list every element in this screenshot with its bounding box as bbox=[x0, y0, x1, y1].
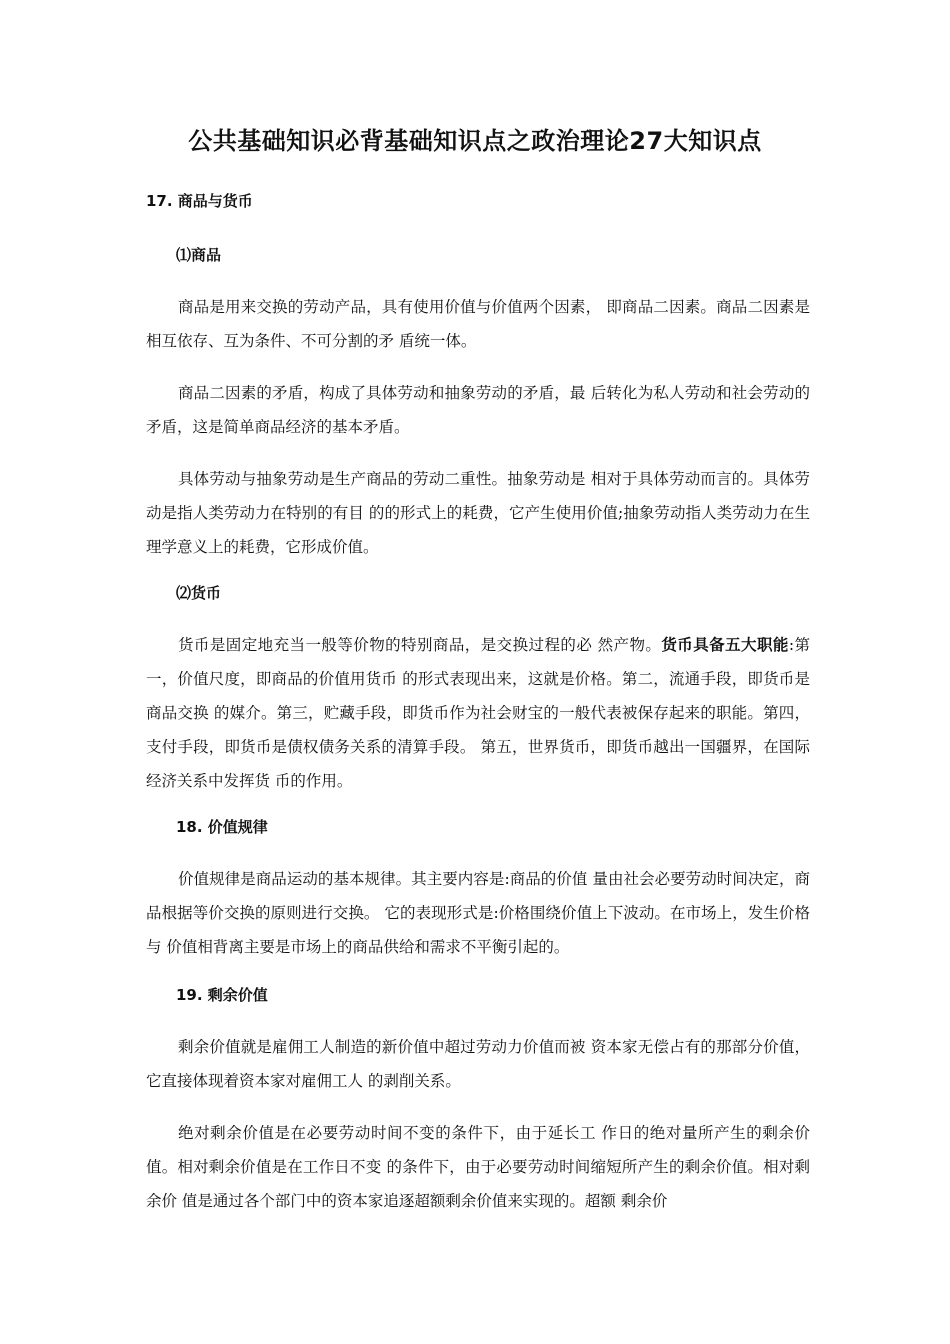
paragraph: 价值规律是商品运动的基本规律。其主要内容是:商品的价值 量由社会必要劳动时间决定，商品根据等价交换的原则进行交换。 它的表现形式是:价格围绕价值上下波动。在市场上，发生价格与 价值相背离主要是市场上的商品供给和需求不平衡引起的。 bbox=[146, 870, 810, 956]
paragraph: 商品二因素的矛盾，构成了具体劳动和抽象劳动的矛盾，最 后转化为私人劳动和社会劳动的矛盾，这是简单商品经济的基本矛盾。 bbox=[146, 384, 810, 436]
section-heading-19: 19. 剩余价值 bbox=[176, 986, 268, 1004]
paragraph: 绝对剩余价值是在必要劳动时间不变的条件下，由于延长工 作日的绝对量所产生的剩余价值。相对剩余价值是在工作日不变 的条件下，由于必要劳动时间缩短所产生的剩余价值。相对剩余价 值是通过各个部门中的资本家追逐超额剩余价值来实现的。超额 剩余价 bbox=[146, 1124, 810, 1210]
paragraph-text: 货币是固定地充当一般等价物的特别商品，是交换过程的必 然产物。 bbox=[178, 636, 662, 654]
paragraph: 剩余价值就是雇佣工人制造的新价值中超过劳动力价值而被 资本家无偿占有的那部分价值，它直接体现着资本家对雇佣工人 的剥削关系。 bbox=[146, 1038, 810, 1090]
paragraph-currency-functions bbox=[146, 628, 810, 798]
paragraph: 商品是用来交换的劳动产品，具有使用价值与价值两个因素， 即商品二因素。商品二因素是相互依存、互为条件、不可分割的矛 盾统一体。 bbox=[146, 298, 810, 350]
paragraph-text: :第一，价值尺度，即商品的价值用货币 的形式表现出来，这就是价格。第二，流通手段，即货币是商品交换 的媒介。第三，贮藏手段，即货币作为社会财宝的一般代表被保存起来的职能。第四，支付手段，即货币是债权债务关系的清算手段。 第五，世界货币，即货币越出一国疆界，在国际经济关系中发挥货 币的作用。 bbox=[146, 636, 810, 790]
subsection-heading-currency: ⑵货币 bbox=[176, 584, 222, 602]
emphasis-text: 货币具备五大职能 bbox=[661, 636, 789, 654]
subsection-heading-commodity: ⑴商品 bbox=[176, 246, 222, 264]
section-heading-17: 17. 商品与货币 bbox=[146, 192, 253, 210]
section-heading-18: 18. 价值规律 bbox=[176, 818, 268, 836]
paragraph: 具体劳动与抽象劳动是生产商品的劳动二重性。抽象劳动是 相对于具体劳动而言的。具体劳动是指人类劳动力在特别的有目 的的形式上的耗费，它产生使用价值;抽象劳动指人类劳动力在生 理学意义上的耗费，它形成价值。 bbox=[146, 470, 810, 556]
document-title: 公共基础知识必背基础知识点之政治理论27大知识点 bbox=[188, 127, 762, 155]
